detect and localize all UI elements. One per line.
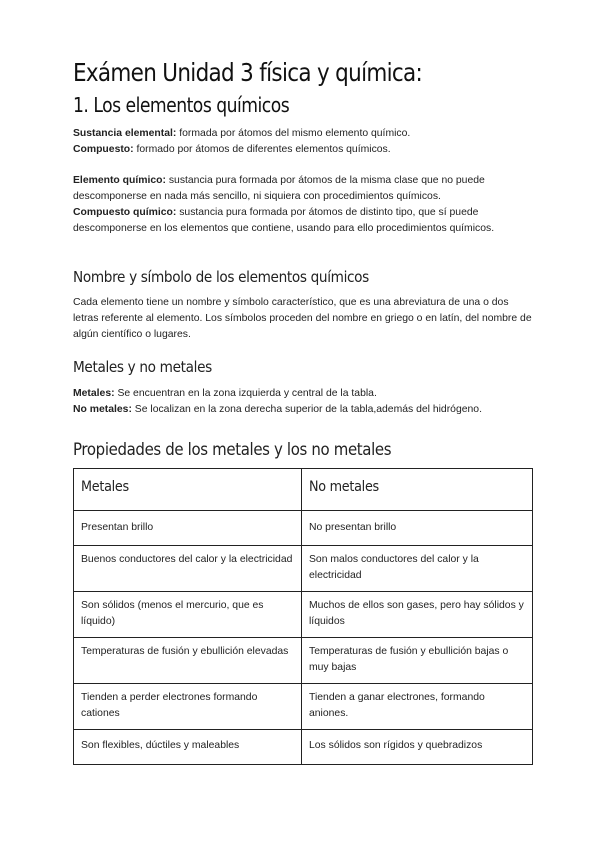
section-heading-metals: Metales y no metales (73, 358, 212, 376)
item-text: Se encuentran en la zona izquierda y central de la tabla. (114, 388, 377, 399)
item-term: Metales: (73, 388, 115, 399)
definition-text: formada por átomos del mismo elemento químico. (176, 128, 411, 139)
section-heading-properties: Propiedades de los metales y los no metales (73, 440, 392, 460)
definition-term: Sustancia elemental: (73, 128, 177, 139)
table-cell: Temperaturas de fusión y ebullición elevadas (74, 638, 302, 684)
definition-term: Elemento químico: (73, 175, 166, 186)
column-header-label: No metales (309, 479, 379, 495)
names-symbols-paragraph (73, 295, 533, 343)
table-cell: Presentan brillo (74, 511, 302, 546)
definitions-block-2 (73, 173, 533, 237)
definition-text: formado por átomos de diferentes elementos químicos. (133, 144, 391, 155)
table-row (74, 511, 533, 546)
table-cell: Tienden a ganar electrones, formando aniones. (302, 684, 533, 730)
definition-paragraph (73, 173, 533, 205)
column-header-label: Metales (81, 479, 129, 495)
table-row (74, 730, 533, 765)
table-cell: Muchos de ellos son gases, pero hay sólidos y líquidos (302, 592, 533, 638)
table-row (74, 684, 533, 730)
definition-term: Compuesto químico: (73, 207, 177, 218)
table-cell: Los sólidos son rígidos y quebradizos (302, 730, 533, 765)
table-row (74, 638, 533, 684)
section-heading-names-symbols: Nombre y símbolo de los elementos químicos (73, 268, 369, 286)
table-row (74, 592, 533, 638)
section-heading-elements: 1. Los elementos químicos (73, 93, 290, 117)
body-text: Cada elemento tiene un nombre y símbolo característico, que es una abreviatura de una o dos letras referente al elemento. Los símbolos proceden del nombre en griego o en latín, del nombre de algún científico o lugares. (73, 297, 532, 340)
metals-item (73, 402, 533, 418)
definition-paragraph (73, 126, 533, 142)
definition-paragraph (73, 142, 533, 158)
definition-text: sustancia pura formada por átomos de la misma clase que no puede descomponerse en nada más sencillo, ni siquiera con procedimientos químicos. (73, 175, 485, 202)
definition-paragraph (73, 205, 533, 237)
properties-table (73, 468, 533, 765)
table-cell: Temperaturas de fusión y ebullición bajas o muy bajas (302, 638, 533, 684)
definitions-block-1 (73, 126, 533, 158)
table-cell: Son flexibles, dúctiles y maleables (74, 730, 302, 765)
table-cell: Tienden a perder electrones formando cationes (74, 684, 302, 730)
table-cell: No presentan brillo (302, 511, 533, 546)
item-term: No metales: (73, 404, 132, 415)
table-cell: Buenos conductores del calor y la electricidad (74, 546, 302, 592)
table-cell: Son sólidos (menos el mercurio, que es líquido) (74, 592, 302, 638)
item-text: Se localizan en la zona derecha superior de la tabla,además del hidrógeno. (131, 404, 482, 415)
metals-item (73, 386, 533, 402)
document-title: Exámen Unidad 3 física y química: (73, 58, 423, 87)
definition-term: Compuesto: (73, 144, 134, 155)
definition-text: sustancia pura formada por átomos de distinto tipo, que sí puede descomponerse en los elementos que contiene, usando para ello procedimientos químicos. (73, 207, 495, 234)
column-header-metals (74, 469, 302, 511)
table-row (74, 546, 533, 592)
table-header-row (74, 469, 533, 511)
column-header-nonmetals (302, 469, 533, 511)
metals-block (73, 386, 533, 418)
table-cell: Son malos conductores del calor y la electricidad (302, 546, 533, 592)
